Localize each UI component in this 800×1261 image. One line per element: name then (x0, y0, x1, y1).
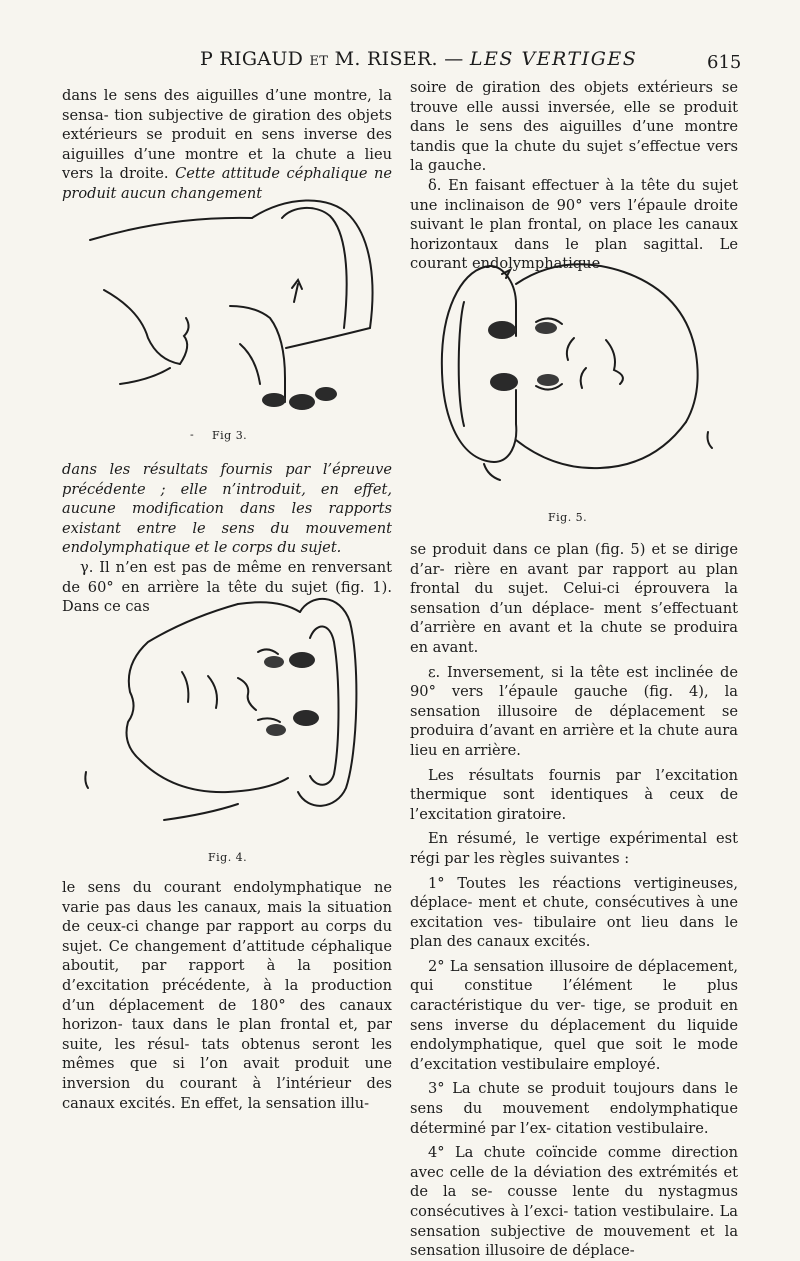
text-line: 1° Toutes les réactions vertigineuses, déplace- (410, 874, 738, 912)
paragraph (410, 957, 738, 1075)
text-line: se produit dans ce plan (fig. 5) et se dirige d’ar- (410, 541, 738, 578)
text-line: γ. Il n’en est pas de même en renversant de 60° (62, 558, 392, 596)
text-line: par rapport au corps du sujet. Ce changement (62, 918, 392, 955)
text-line: dans le plan sagittal. Le courant endolymphatique (410, 235, 738, 273)
text-line: la chute aura lieu en arrière. (410, 722, 738, 759)
text-line: tion subjective de giration des objets extérieurs (62, 106, 392, 144)
text-line: dans le sens des aiguilles d’une montre, la sensa- (62, 87, 392, 124)
header-running-title: LES VERTIGES (469, 48, 638, 70)
figure-3-mark: - (190, 428, 195, 441)
text-line: dans les résultats fournis par l’épreuve précédente ; (62, 461, 392, 498)
header-title (200, 48, 637, 70)
text-line: 3° La chute se produit toujours dans le sens du (410, 1080, 738, 1118)
text-line: ε. Inversement, si la tête est inclinée de 90° (410, 663, 738, 701)
text-line: sujet. Celui-ci éprouvera la sensation d’un déplace- (410, 580, 738, 617)
figure-5-drawing (424, 244, 724, 504)
text-line: elle aussi inversée, elle se produit dans le sens des (410, 98, 738, 136)
paragraph (410, 766, 738, 825)
text-line: montre et la chute a lieu vers la droite. (62, 145, 393, 183)
right-column-bottom (410, 540, 738, 1261)
header-authors: P RIGAUD et M. RISER. (200, 48, 438, 70)
text-line: sujet s’effectue vers la gauche. (410, 137, 739, 175)
text-line: δ. En faisant effectuer à la tête du sujet une (410, 176, 738, 214)
text-line: le sens du courant endolymphatique ne varie pas (62, 879, 392, 916)
paragraph (410, 663, 738, 761)
text-line: d’excitation vestibulaire employé. (410, 1055, 661, 1073)
paragraph (62, 878, 392, 1113)
text-line: se produira en avant. (410, 619, 738, 656)
text-line: en arrière la tête du sujet (fig. 1). Dans ce cas (62, 578, 393, 616)
figure-5-caption: Fig. 5. (548, 511, 588, 524)
text-line: d’un déplacement de 180° des canaux horizon- (62, 996, 392, 1034)
text-line: celle de la déviation des extrémités et de la se- (410, 1163, 738, 1201)
running-header (0, 48, 800, 78)
text-line: taux dans le plan frontal et, par suite, les résul- (62, 1016, 393, 1053)
text-line: inclinaison de 90° vers l’épaule droite suivant le (410, 196, 739, 234)
left-column-top (62, 86, 392, 204)
text-line: sont identiques à ceux de l’excitation giratoire. (410, 786, 738, 823)
text-line: daus les canaux, mais la situation de ceux-ci change (62, 898, 392, 936)
text-line: se produit en sens inverse des aiguilles d’une (62, 126, 393, 163)
text-line: attitude céphalique ne produit aucun changement (62, 165, 393, 202)
text-line: tige, se produit en sens inverse du déplacement du (410, 997, 739, 1034)
text-line: produit une inversion du courant à l’intérieur (62, 1055, 393, 1092)
text-line: par les règles suivantes : (444, 849, 630, 867)
figure-5 (424, 244, 724, 504)
header-dash: — (444, 48, 464, 70)
text-line: soire de giration des objets extérieurs se trouve (410, 79, 738, 116)
paragraph (410, 540, 738, 658)
text-line: 4° La chute coïncide comme direction avec (410, 1144, 738, 1181)
text-line: tation vestibulaire. La sensation subjective de (410, 1203, 739, 1240)
page-number: 615 (707, 52, 742, 73)
paragraph (410, 78, 738, 176)
figure-3-drawing (80, 188, 380, 423)
figure-4-caption: Fig. 4. (208, 851, 248, 864)
text-line: aiguilles d’une montre tandis que la chute du (410, 118, 738, 155)
figure-4 (78, 582, 378, 844)
text-line: Cette (175, 165, 216, 183)
figure-3 (80, 188, 380, 423)
text-line: d’attitude céphalique aboutit, par rapport à la (62, 937, 392, 975)
text-line: tibulaire ont lieu dans le plan des canaux excités. (410, 913, 738, 951)
text-line: les rapports existant entre le sens du mouvement (62, 500, 392, 537)
figure-4-drawing (78, 582, 378, 844)
text-line: plan frontal, on place les canaux horizontaux (410, 216, 738, 253)
left-column-bottom (62, 878, 392, 1113)
text-line: Les résultats fournis par l’excitation thermique (410, 766, 738, 804)
paragraph (62, 86, 392, 204)
text-line: constitue l’élément le plus caractéristique du ver- (410, 977, 738, 1015)
text-line: mouvement endolymphatique déterminé par l’ex- (410, 1100, 738, 1137)
text-line: ment et chute, consécutives à une excitation ves- (410, 894, 739, 931)
text-line: endolymphatique et le corps du sujet. (62, 539, 342, 557)
text-line: En résumé, le vertige expérimental est régi (410, 830, 738, 867)
text-line: vers l’épaule gauche (fig. 4), la sensation illusoire (410, 683, 739, 720)
figure-3-caption: Fig 3. (212, 429, 248, 442)
paragraph (410, 1079, 738, 1138)
paragraph (62, 460, 392, 558)
paragraph (410, 874, 738, 952)
text-line: mouvement et la sensation illusoire de déplace- (410, 1222, 739, 1260)
text-line: de déplacement se produira d’avant en arrière et (410, 702, 739, 740)
text-line: citation vestibulaire. (555, 1119, 709, 1137)
text-line: ment s’effectuant d’arrière en avant et la chute (410, 599, 738, 637)
text-line: position d’excitation précédente, à la production (62, 957, 393, 994)
text-line: des canaux excités. En effet, la sensation illu- (62, 1074, 393, 1112)
paragraph (410, 1143, 738, 1261)
text-line: cousse lente du nystagmus consécutives à l’exci- (410, 1183, 738, 1220)
text-line: rière en avant par rapport au plan frontal du (410, 560, 738, 598)
text-line: 2° La sensation illusoire de déplacement, qui (410, 957, 738, 995)
paragraph (410, 829, 738, 868)
text-line: elle n’introduit, en effet, aucune modification dans (62, 480, 393, 518)
text-line: tats obtenus seront les mêmes que si l’on avait (62, 1035, 392, 1073)
text-line: liquide endolymphatique, quel que soit le mode (410, 1016, 738, 1054)
